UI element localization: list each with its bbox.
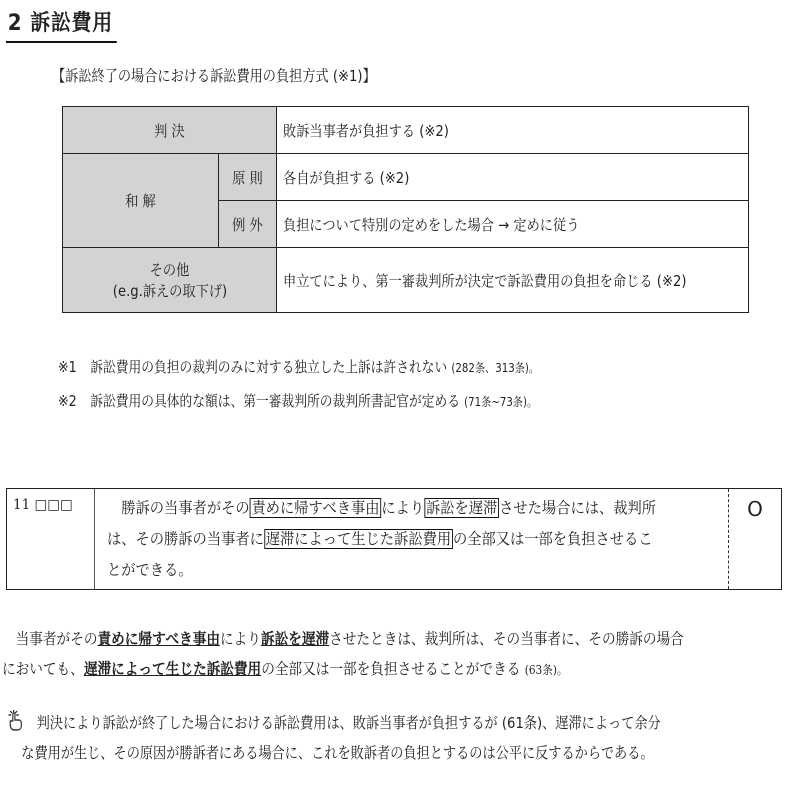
key-phrase: 遅滞によって生じた訴訟費用 <box>83 660 262 678</box>
question-text: 勝訴の当事者がその 責めに帰すべき事由 により 訴訟を遅滞 させた場合には、裁判所は、その勝訴の当事者に 遅滞によって生じた訴訟費用 の全部又は一部を負担させることができる。 <box>107 499 657 579</box>
row-header-other: その他 (e.g.訴えの取下げ) <box>63 248 277 313</box>
question-number: 11 □□□ <box>7 489 95 589</box>
table-row-judgment <box>63 107 749 154</box>
reason-line-2: な費用が生じ、その原因が勝訴者にある場合に、これを敗訴者の負担とするのは公平に反するからである。 <box>21 744 654 762</box>
reason-text <box>6 708 746 768</box>
pointing-hand-icon <box>6 708 28 732</box>
keyword-box: 責めに帰すべき事由 <box>251 499 380 517</box>
row-header-judgment: 判 決 <box>63 107 277 154</box>
row-value-other: 申立てにより、第一審裁判所が決定で訴訟費用の負担を命じる (※2) <box>277 248 749 313</box>
question-box <box>6 488 782 590</box>
table-caption: 【訴訟終了の場合における訴訟費用の負担方式 (※1)】 <box>52 67 376 85</box>
answer-mark: O <box>728 489 781 589</box>
row-value-judgment: 敗訴当事者が負担する (※2) <box>277 107 749 154</box>
subrow-value-principle: 各自が負担する (※2) <box>277 154 749 201</box>
footnote-2: ※2 訴訟費用の具体的な額は、第一審裁判所の裁判所書記官が定める (71条~73条)。 <box>58 392 538 410</box>
explanation-text: 当事者がその責めに帰すべき事由により訴訟を遅滞させたときは、裁判所は、その当事者に、その勝訴の場合においても、遅滞によって生じた訴訟費用の全部又は一部を負担させることができる (63条)。 <box>2 630 684 678</box>
subrow-value-exception: 負担について特別の定めをした場合 → 定めに従う <box>277 201 749 248</box>
table-row-settlement-principle <box>63 154 749 201</box>
key-phrase: 訴訟を遅滞 <box>260 630 330 648</box>
cost-burden-table <box>62 106 749 313</box>
section-title: 2 訴訟費用 <box>6 6 117 43</box>
keyword-box: 訴訟を遅滞 <box>425 499 498 517</box>
table-row-other <box>63 248 749 313</box>
footnote-1: ※1 訴訟費用の負担の裁判のみに対する独立した上訴は許されない (282条、313条)。 <box>58 358 540 376</box>
subrow-header-exception: 例 外 <box>218 201 277 248</box>
row-header-settlement: 和 解 <box>63 154 219 248</box>
reason-line-1: 判決により訴訟が終了した場合における訴訟費用は、敗訴当事者が負担するが (61条)、遅滞によって余分 <box>6 708 746 738</box>
key-phrase: 責めに帰すべき事由 <box>97 630 220 648</box>
keyword-box: 遅滞によって生じた訴訟費用 <box>265 530 452 548</box>
subrow-header-principle: 原 則 <box>218 154 277 201</box>
